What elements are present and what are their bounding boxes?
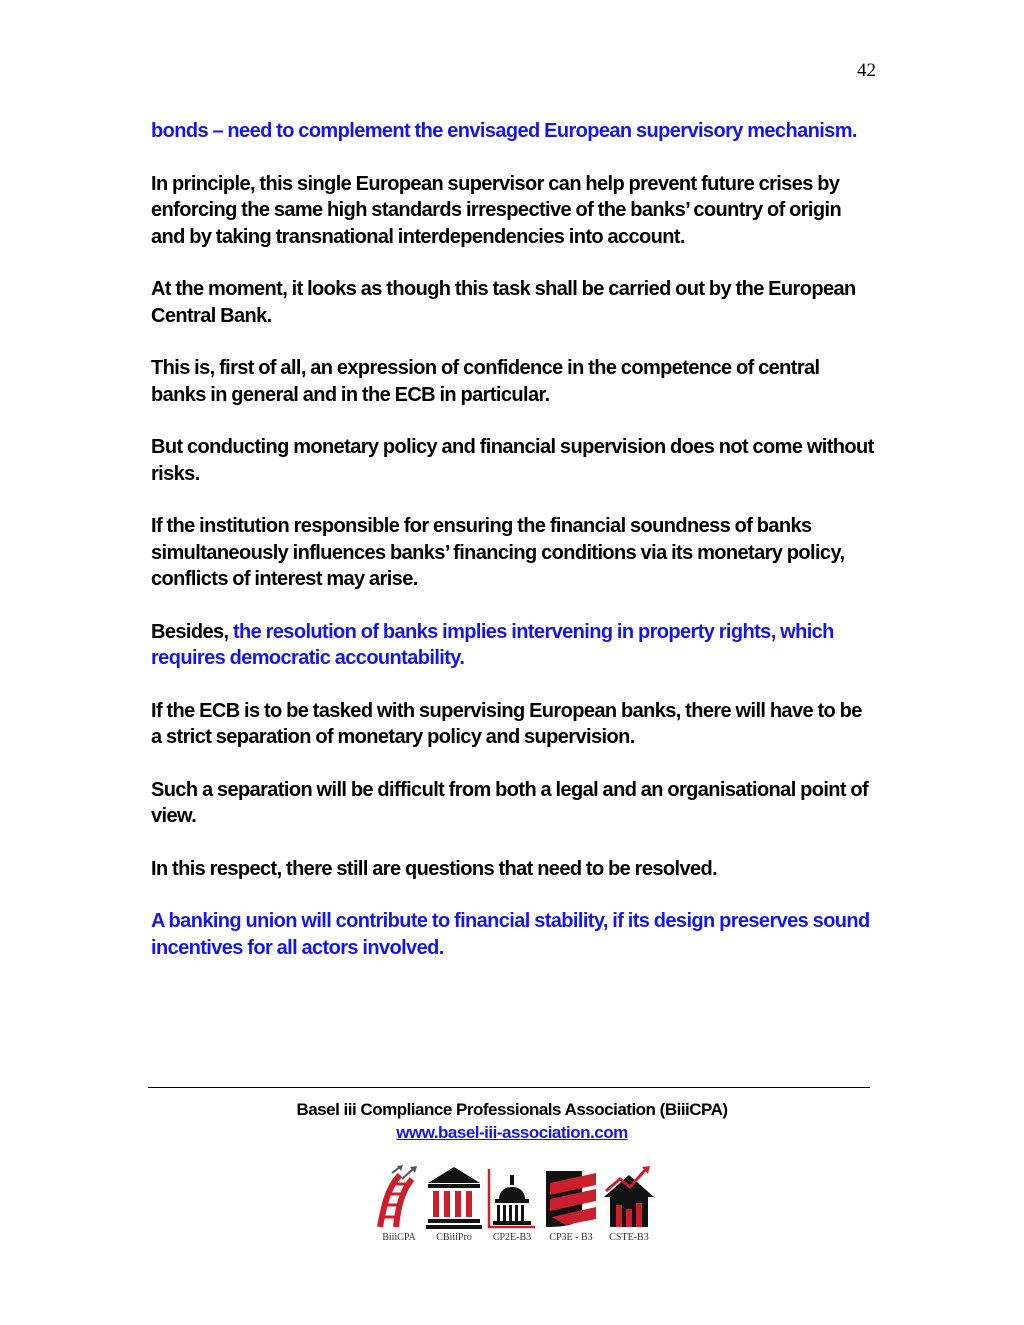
logo-caption: CSTE-B3 [609, 1232, 649, 1243]
paragraph [151, 434, 876, 487]
highlighted-text: the resolution of banks implies intervening in property rights, which requires democratic accountability. [151, 620, 834, 669]
certification-logos [370, 1165, 660, 1255]
paragraph [151, 856, 876, 883]
paragraph-text: In this respect, there still are questions that need to be resolved. [151, 857, 718, 880]
logo-caption: BiiiCPA [382, 1232, 416, 1243]
cp3e-logo [542, 1165, 600, 1245]
paragraph [151, 908, 876, 961]
footer-divider [148, 1087, 870, 1088]
capitol-dome-icon [483, 1165, 541, 1231]
paragraph [151, 777, 876, 830]
logo-caption: CP2E-B3 [492, 1232, 532, 1243]
paragraph-text: A banking union will contribute to financial stability, if its design preserves sound incentives for all actors involved. [151, 910, 870, 959]
paragraph [151, 276, 876, 329]
paragraph [151, 171, 876, 251]
page-number: 42 [857, 60, 876, 81]
ladder-icon [370, 1165, 428, 1231]
footer-url [148, 1123, 876, 1143]
cbiiipro-logo [425, 1165, 483, 1245]
paragraph-text: This is, first of all, an expression of confidence in the competence of central banks in general and in the ECB in particular. [151, 357, 820, 406]
paragraph-text: In principle, this single European supervisor can help prevent future crises by enforcing the same high standards irrespective of the banks’ country of origin and by taking transnational interdependencies into account. [151, 172, 842, 248]
paragraph [151, 619, 876, 672]
shield-icon [542, 1165, 600, 1231]
logo-caption: CP3E - B3 [549, 1232, 593, 1243]
paragraph [151, 355, 876, 408]
paragraph [151, 118, 876, 145]
paragraph-text: If the institution responsible for ensuring the financial soundness of banks simultaneously influences banks’ financing conditions via its monetary policy, conflicts of interest may arise. [151, 515, 845, 590]
cp2e-logo [483, 1165, 541, 1245]
document-body [151, 118, 876, 987]
paragraph [151, 698, 876, 751]
footer-organization: Basel iii Compliance Professionals Association (BiiiCPA) [296, 1100, 728, 1119]
paragraph [151, 513, 876, 593]
association-website-link[interactable]: www.basel-iii-association.com [396, 1123, 628, 1142]
paragraph-text: bonds – need to complement the envisaged European supervisory mechanism. [151, 120, 857, 142]
paragraph-text: At the moment, it looks as though this task shall be carried out by the European Central Bank. [151, 278, 856, 327]
bank-building-icon [425, 1165, 483, 1231]
paragraph-text: Besides, [151, 620, 233, 643]
cste-logo [600, 1165, 658, 1245]
paragraph-text: But conducting monetary policy and financial supervision does not come without risks. [151, 436, 874, 485]
logo-caption: CBiiiPro [436, 1232, 472, 1243]
house-chart-icon [600, 1165, 658, 1231]
paragraph-text: If the ECB is to be tasked with supervising European banks, there will have to be a strict separation of monetary policy and supervision. [151, 699, 862, 748]
paragraph-text: Such a separation will be difficult from both a legal and an organisational point of view. [151, 778, 869, 827]
